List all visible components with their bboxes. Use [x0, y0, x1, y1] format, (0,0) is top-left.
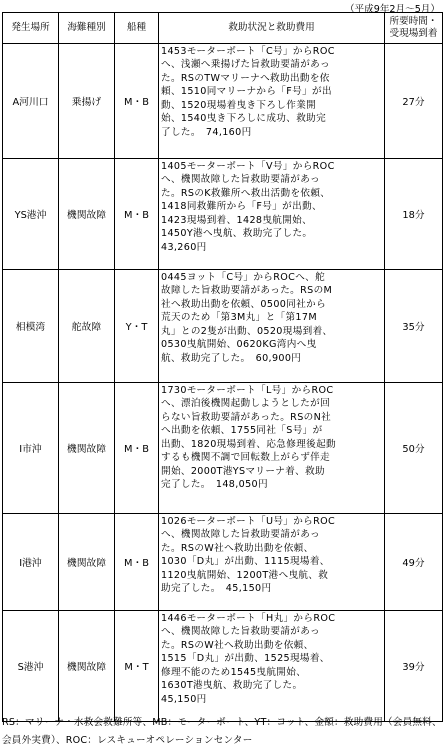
cell-location: A河川口 — [3, 44, 59, 159]
cell-vessel: M・B — [115, 44, 159, 159]
cell-type: 機関故障 — [59, 159, 115, 270]
table-row — [3, 383, 443, 514]
table-row — [3, 270, 443, 383]
cell-time: 49分 — [385, 514, 443, 611]
cell-time: 50分 — [385, 383, 443, 514]
cell-vessel: M・T — [115, 611, 159, 722]
header-time-line2: 受現場到着 — [389, 28, 438, 39]
cell-vessel: Y・T — [115, 270, 159, 383]
cell-time: 39分 — [385, 611, 443, 722]
cell-detail: 1730モーターボート「L号」からROC へ、漂泊後機関起動しようとしたが回 らない旨救助要請があった。RSのN社 へ出動を依頼、1755同社「S号」が 出動、1820現場到着、応急修理後起動 するも機関不調で回転数上がらず伴走 開始、2000T港YSマリーナ着、救助 完了した。 148,050円 — [159, 383, 385, 514]
cell-detail: 0445ヨット「C号」からROCへ、舵 故障した旨救助要請があった。RSのM 社へ救助出動を依頼、0500同社から 荒天のため「第3M丸」と「第17M 丸」との2隻が出動、0520現場到着、 0530曳航開始、0620KG湾内へ曳 航、救助完了した。 60,900円 — [159, 270, 385, 383]
cell-location: I港沖 — [3, 514, 59, 611]
header-type: 海難種別 — [59, 13, 115, 44]
header-vessel: 船種 — [115, 13, 159, 44]
table-row — [3, 159, 443, 270]
table-row — [3, 44, 443, 159]
header-time — [385, 13, 443, 44]
cell-vessel: M・B — [115, 159, 159, 270]
cell-type: 機関故障 — [59, 611, 115, 722]
cell-vessel: M・B — [115, 383, 159, 514]
cell-time: 18分 — [385, 159, 443, 270]
cell-location: S港沖 — [3, 611, 59, 722]
cell-location: 相模湾 — [3, 270, 59, 383]
header-row — [3, 13, 443, 44]
period-note: （平成9年2月～5月） — [344, 4, 440, 15]
cell-detail: 1026モーターボート「U号」からROC へ、機関故障した旨救助要請があっ た。RSのW社へ救助出動を依頼、 1030「D丸」が出動、1115現場着、 1120曳航開始、1200T港へ曳航、救 助完了した。 45,150円 — [159, 514, 385, 611]
table-row — [3, 514, 443, 611]
cell-type: 機関故障 — [59, 383, 115, 514]
cell-detail: 1405モーターボート「V号」からROC へ、機関故障した旨救助要請があっ た。RSのK救難所へ救出活動を依頼、 1418同救難所から「F号」が出動、 1423現場到着、1428曳航開始、 1450Y港へ曳航、救助完了した。 43,260円 — [159, 159, 385, 270]
cell-type: 舵故障 — [59, 270, 115, 383]
cell-detail: 1453モーターボート「C号」からROC へ、浅瀬へ乗揚げた旨救助要請があっ た。RSのTWマリーナへ救助出動を依 頼、1510同マリーナから「F号」が出 動、1520現場着曳き下ろし作業開 始、1540曳き下ろしに成功、救助完 了した。 74,160円 — [159, 44, 385, 159]
cell-location: YS港沖 — [3, 159, 59, 270]
cell-type: 機関故障 — [59, 514, 115, 611]
cell-location: I市沖 — [3, 383, 59, 514]
header-time-line1: 所要時間・ — [389, 16, 438, 27]
table-row — [3, 611, 443, 722]
footnote: RS：マリーナ・水救会救難所等、MB：モーターボート、YT：ヨット、金額：救助費用（会員無料、会員外実費）、ROC：レスキューオペレーションセンター — [2, 717, 442, 746]
rescue-table — [2, 12, 443, 722]
cell-vessel: M・B — [115, 514, 159, 611]
cell-detail: 1446モーターボート「H丸」からROC へ、機関故障した旨救助要請があっ た。RSのW社へ救助出動を依頼、 1515「D丸」が出動、1525現場着、 修理不能のため1545曳航開始、 1630T港曳航、救助完了した。 45,150円 — [159, 611, 385, 722]
cell-type: 乗揚げ — [59, 44, 115, 159]
cell-time: 27分 — [385, 44, 443, 159]
cell-time: 35分 — [385, 270, 443, 383]
header-location: 発生場所 — [3, 13, 59, 44]
header-detail: 救助状況と救助費用 — [159, 13, 385, 44]
